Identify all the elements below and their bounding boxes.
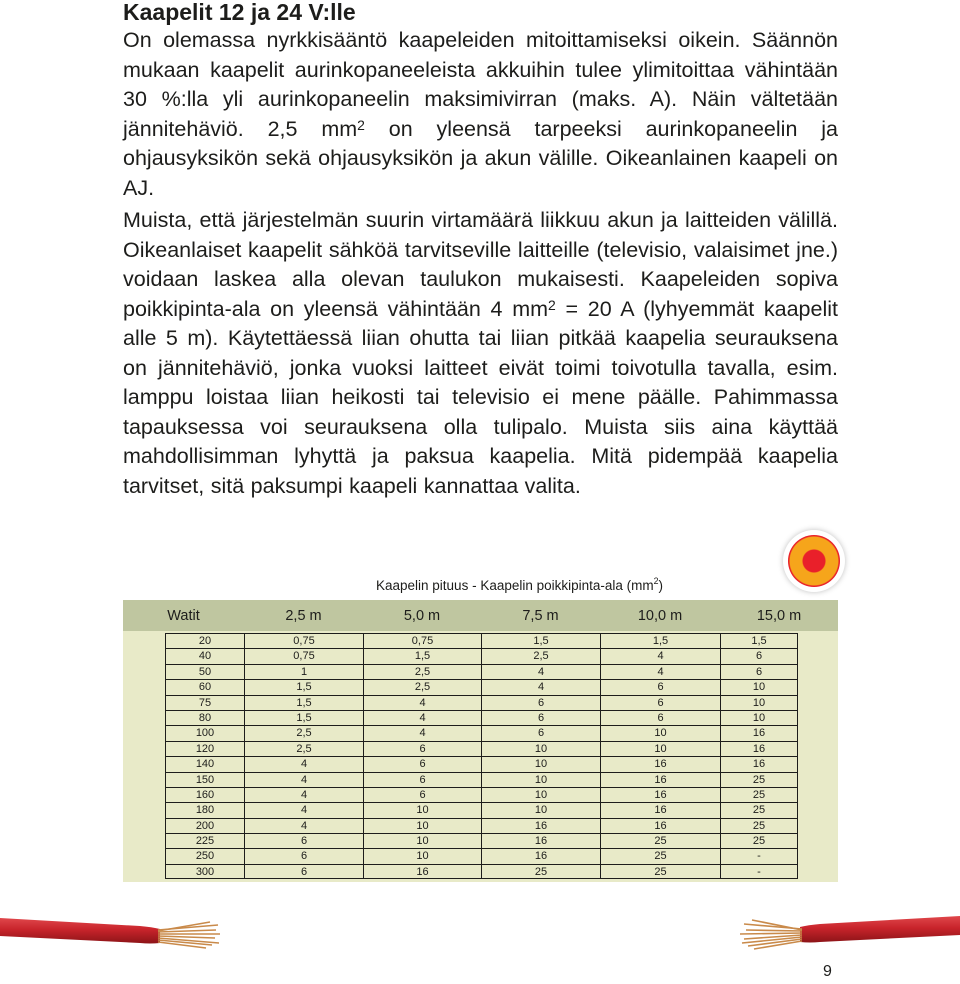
table-cell: 250 [165, 849, 244, 863]
table-cell: 2,5 [363, 665, 481, 679]
table-row [165, 648, 798, 663]
table-cell: 6 [600, 680, 720, 694]
table-cell: 10 [363, 819, 481, 833]
header-cell-watts: Watit [167, 607, 200, 624]
table-cell: 6 [720, 665, 798, 679]
table-cell: 25 [600, 834, 720, 848]
table-row [165, 864, 798, 879]
table-cell: 25 [720, 803, 798, 817]
table-cell: 6 [481, 711, 600, 725]
cable-size-table [123, 600, 838, 882]
table-cell: 0,75 [244, 649, 363, 663]
table-cell: 6 [244, 849, 363, 863]
table-cell: 4 [363, 726, 481, 740]
paragraph-1-text-a: On olemassa nyrkkisääntö kaapeleiden mitoittamiseksi oikein. Säännön mukaan kaapelit aurinkopaneeleista akkuihin tulee ylimitoittaa vähintään 30 %:lla yli aurinkopaneelin maksimivirran (maks. A). Näin vältetään jännitehäviö. 2,5 mm [123, 28, 838, 141]
header-cell-7-5m: 7,5 m [522, 607, 559, 624]
paragraph-1-text-b: on yleensä tarpeeksi aurinkopaneelin ja ohjausyksikön sekä ohjausyksikön ja akun välille. Oikeanlainen kaapeli on AJ. [123, 116, 838, 200]
table-row [165, 818, 798, 833]
table-row [165, 787, 798, 802]
table-caption-end: ) [658, 578, 664, 593]
table-cell: 180 [165, 803, 244, 817]
table-cell: 150 [165, 773, 244, 787]
table-cell: 6 [244, 834, 363, 848]
table-cell: 1,5 [244, 696, 363, 710]
header-cell-10-0m: 10,0 m [637, 607, 683, 624]
table-cell: 75 [165, 696, 244, 710]
table-cell: 10 [600, 726, 720, 740]
table-cell: 6 [600, 711, 720, 725]
table-row [165, 633, 798, 648]
table-cell: 16 [720, 757, 798, 771]
table-row [165, 695, 798, 710]
table-cell: 4 [244, 773, 363, 787]
table-cell: 300 [165, 865, 244, 878]
table-row [165, 848, 798, 863]
table-caption-superscript: 2 [653, 576, 659, 586]
table-cell: 10 [481, 742, 600, 756]
table-cell: 4 [244, 803, 363, 817]
table-cell: 1,5 [244, 680, 363, 694]
table-cell: 10 [720, 696, 798, 710]
table-cell: 10 [600, 742, 720, 756]
table-cell: 25 [600, 849, 720, 863]
table-cell: 25 [481, 865, 600, 878]
table-row [165, 725, 798, 740]
left-cable-icon [0, 900, 225, 960]
table-cell: 16 [481, 849, 600, 863]
table-cell: 16 [481, 819, 600, 833]
table-cell: 40 [165, 649, 244, 663]
table-cell: 16 [600, 757, 720, 771]
table-row [165, 741, 798, 756]
table-cell: 16 [600, 788, 720, 802]
table-cell: 10 [720, 711, 798, 725]
table-cell: 200 [165, 819, 244, 833]
header-cell-5-0m: 5,0 m [403, 607, 441, 624]
table-cell: 10 [363, 834, 481, 848]
table-cell: 2,5 [481, 649, 600, 663]
paragraph-1 [123, 26, 838, 203]
table-cell: 10 [481, 757, 600, 771]
table-cell: 16 [720, 742, 798, 756]
table-cell: 100 [165, 726, 244, 740]
paragraph-2-text-b: = 20 A (lyhyemmät kaapelit alle 5 m). Käytettäessä liian ohutta tai liian pitkää kaapelia seurauksena on jännitehäviö, jonka vuoksi laitteet eivät toimi toivotulla tavalla, esim. lamppu loistaa liian heikosti tai televisio ei mene päälle. Pahimmassa tapauksessa voi seurauksena olla tulipalo. Muista siis aina käyttää mahdollisimman lyhyttä ja paksua kaapelia. Mitä pidempää kaapelia tarvitset, sitä paksumpi kaapeli kannattaa valita. [123, 296, 838, 498]
table-cell: 10 [481, 803, 600, 817]
table-caption-text: Kaapelin pituus - Kaapelin poikkipinta-ala (mm [376, 578, 654, 593]
table-cell: 6 [244, 865, 363, 878]
table-cell: 16 [720, 726, 798, 740]
table-header-row [123, 600, 838, 631]
table-row [165, 710, 798, 725]
table-cell: 60 [165, 680, 244, 694]
table-cell: 4 [363, 696, 481, 710]
table-row [165, 679, 798, 694]
table-cell: 0,75 [363, 634, 481, 648]
table-cell: 2,5 [363, 680, 481, 694]
table-cell: 10 [481, 788, 600, 802]
table-cell: 16 [600, 773, 720, 787]
table-cell: 10 [363, 849, 481, 863]
table-cell: 6 [481, 696, 600, 710]
table-cell: 4 [244, 757, 363, 771]
table-cell: 1,5 [244, 711, 363, 725]
table-cell: 2,5 [244, 742, 363, 756]
table-cell: 6 [363, 742, 481, 756]
table-cell: 10 [720, 680, 798, 694]
table-cell: 1,5 [720, 634, 798, 648]
table-cell: 4 [244, 788, 363, 802]
table-cell: 4 [244, 819, 363, 833]
table-cell: 4 [600, 665, 720, 679]
table-cell: 4 [481, 665, 600, 679]
table-cell: 225 [165, 834, 244, 848]
table-cell: 6 [481, 726, 600, 740]
table-cell: 4 [363, 711, 481, 725]
table-cell: 6 [363, 773, 481, 787]
table-cell: 4 [600, 649, 720, 663]
table-cell: 2,5 [244, 726, 363, 740]
table-body [123, 631, 838, 882]
table-row [165, 802, 798, 817]
table-cell: 160 [165, 788, 244, 802]
table-cell: 1,5 [481, 634, 600, 648]
table-cell: 140 [165, 757, 244, 771]
table-cell: 120 [165, 742, 244, 756]
table-cell: 16 [481, 834, 600, 848]
section-heading: Kaapelit 12 ja 24 V:lle [123, 0, 356, 25]
right-cable-icon [738, 900, 960, 960]
table-cell: 25 [600, 865, 720, 878]
table-grid [165, 633, 798, 879]
table-row [165, 772, 798, 787]
page-number: 9 [823, 963, 832, 980]
table-cell: 25 [720, 773, 798, 787]
table-cell: 10 [481, 773, 600, 787]
header-cell-15-0m: 15,0 m [756, 607, 802, 624]
table-cell: 4 [481, 680, 600, 694]
table-cell: 25 [720, 788, 798, 802]
paragraph-1-superscript: 2 [357, 116, 365, 133]
paragraph-2-text-a: Muista, että järjestelmän suurin virtamäärä liikkuu akun ja laitteiden välillä. Oikeanlaiset kaapelit sähköä tarvitseville laitteille (televisio, valaisimet jne.) voidaan laskea alla olevan taulukon mukaisesti. Kaapeleiden sopiva poikkipinta-ala on yleensä vähintään 4 mm [123, 208, 838, 321]
table-cell: 80 [165, 711, 244, 725]
table-cell: 16 [600, 803, 720, 817]
table-cell: 0,75 [244, 634, 363, 648]
paragraph-2-superscript: 2 [548, 296, 556, 313]
table-cell: 25 [720, 819, 798, 833]
table-row [165, 756, 798, 771]
table-cell: 10 [363, 803, 481, 817]
target-badge-icon [783, 530, 845, 592]
table-cell: 50 [165, 665, 244, 679]
table-cell: 6 [363, 757, 481, 771]
table-cell: 1,5 [363, 649, 481, 663]
paragraph-2 [123, 206, 838, 501]
table-cell: - [720, 865, 798, 878]
table-cell: 6 [720, 649, 798, 663]
table-cell: 6 [363, 788, 481, 802]
table-row [165, 664, 798, 679]
table-caption [376, 578, 663, 593]
table-cell: 25 [720, 834, 798, 848]
table-cell: 6 [600, 696, 720, 710]
table-cell: 16 [600, 819, 720, 833]
table-cell: 20 [165, 634, 244, 648]
table-cell: 1,5 [600, 634, 720, 648]
table-cell: 1 [244, 665, 363, 679]
table-cell: - [720, 849, 798, 863]
table-cell: 16 [363, 865, 481, 878]
table-row [165, 833, 798, 848]
header-cell-2-5m: 2,5 m [285, 607, 322, 624]
